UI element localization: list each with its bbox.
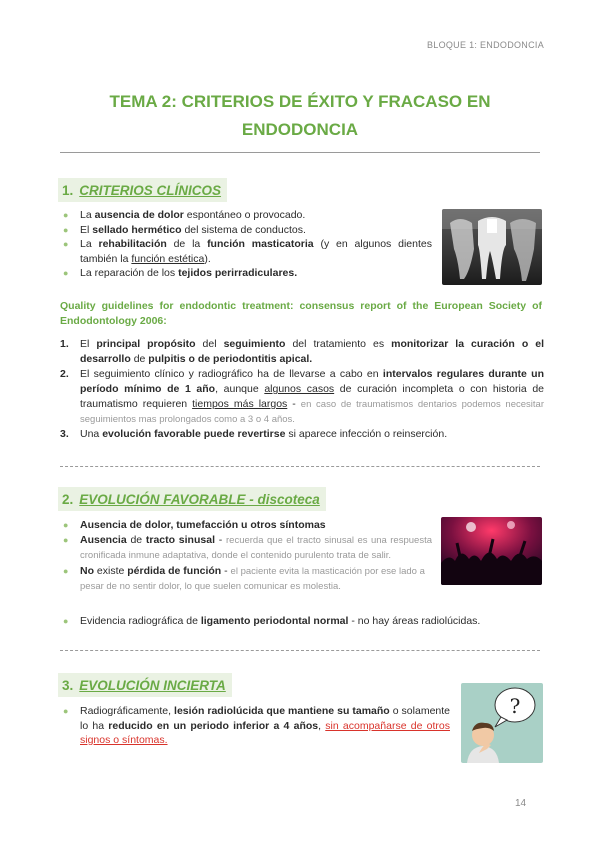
question-mark-icon: ? (509, 694, 521, 718)
clinical-criteria-list (60, 208, 432, 281)
bullet-icon: ● (63, 565, 69, 576)
bullet-icon: ● (63, 616, 69, 626)
thinking-person-illustration (461, 683, 543, 763)
favorable-evolution-list-end (60, 614, 550, 629)
uncertain-evolution-list (60, 704, 450, 748)
bullet-icon: ● (63, 520, 69, 530)
section-1-number: 1. (62, 182, 74, 198)
section-divider (60, 466, 540, 467)
section-2-number: 2. (62, 491, 74, 507)
list-item: ● El sellado hermético del sistema de conductos. (63, 223, 306, 236)
list-item: 1. El principal propósito del seguimiento del tratamiento es monitorizar la curación o el desarrollo de pulpitis o de periodontitis apical. (60, 338, 545, 365)
favorable-evolution-list (60, 518, 432, 595)
list-item: ● Radiográficamente, lesión radiolúcida que mantiene su tamaño o solamente lo ha reducido en un periodo inferior a 4 años, sin acompañarse de otros signos o síntomas. (63, 705, 451, 746)
page-number: 14 (515, 798, 527, 809)
list-item: ● La rehabilitación de la función masticatoria (y en algunos dientes también la función estética). (63, 238, 432, 265)
list-item: ● La ausencia de dolor espontáneo o provocado. (63, 209, 306, 221)
list-item: ● Ausencia de tracto sinusal - recuerda que el tracto sinusal es una respuesta cronificada inmune adaptativa, donde el contenido purulento trata de salir. (63, 533, 432, 561)
list-item: 2. El seguimiento clínico y radiográfico ha de llevarse a cabo en intervalos regulares durante un período mínimo de 1 año, aunque algunos casos de curación incompleta o con historia de traumatismo requieren tiempos más largos - en caso de traumatismos dentarios podemos necesitar seguimientos mas prolongados como a 3 o 4 años. (60, 368, 544, 425)
list-item: 3. Una evolución favorable puede revertirse si aparece infección o reinserción. (60, 428, 448, 440)
quality-guidelines-heading: Quality guidelines for endodontic treatment: consensus report of the European Society of Endodontology 2006: (60, 300, 542, 327)
section-3-number: 3. (62, 677, 74, 693)
list-item: ● Evidencia radiográfica de ligamento periodontal normal - no hay áreas radiolúcidas. (63, 615, 481, 627)
bullet-icon: ● (63, 239, 69, 249)
radiograph-image (442, 209, 542, 285)
bullet-icon: ● (63, 534, 69, 545)
section-3-heading (58, 673, 232, 697)
running-header: BLOQUE 1: ENDODONCIA (426, 40, 544, 50)
section-3-title: EVOLUCIÓN INCIERTA (79, 677, 226, 693)
section-divider (60, 650, 540, 651)
section-1-heading (58, 178, 227, 202)
page-title (60, 88, 540, 144)
section-2-heading (58, 487, 326, 511)
title-rule (60, 152, 540, 153)
list-item: ● No existe pérdida de función - el paciente evita la masticación por ese lado a pesar de no sentir dolor, lo que suelen comunicar es molestia. (63, 564, 425, 592)
list-item: ● Ausencia de dolor, tumefacción u otros síntomas (63, 519, 326, 531)
bullet-icon: ● (63, 224, 69, 235)
bullet-icon: ● (63, 210, 69, 220)
disco-photo (441, 517, 542, 585)
section-1-title: CRITERIOS CLÍNICOS (79, 182, 222, 198)
section-2-title: EVOLUCIÓN FAVORABLE - discoteca (79, 491, 320, 507)
bullet-icon: ● (63, 268, 69, 278)
title-line-1: TEMA 2: CRITERIOS DE ÉXITO Y FRACASO EN (109, 92, 491, 111)
bullet-icon: ● (63, 706, 69, 716)
title-line-2: ENDODONCIA (241, 120, 359, 139)
guidelines-numbered-list (60, 337, 544, 442)
list-item: ● La reparación de los tejidos perirradiculares. (63, 267, 298, 279)
